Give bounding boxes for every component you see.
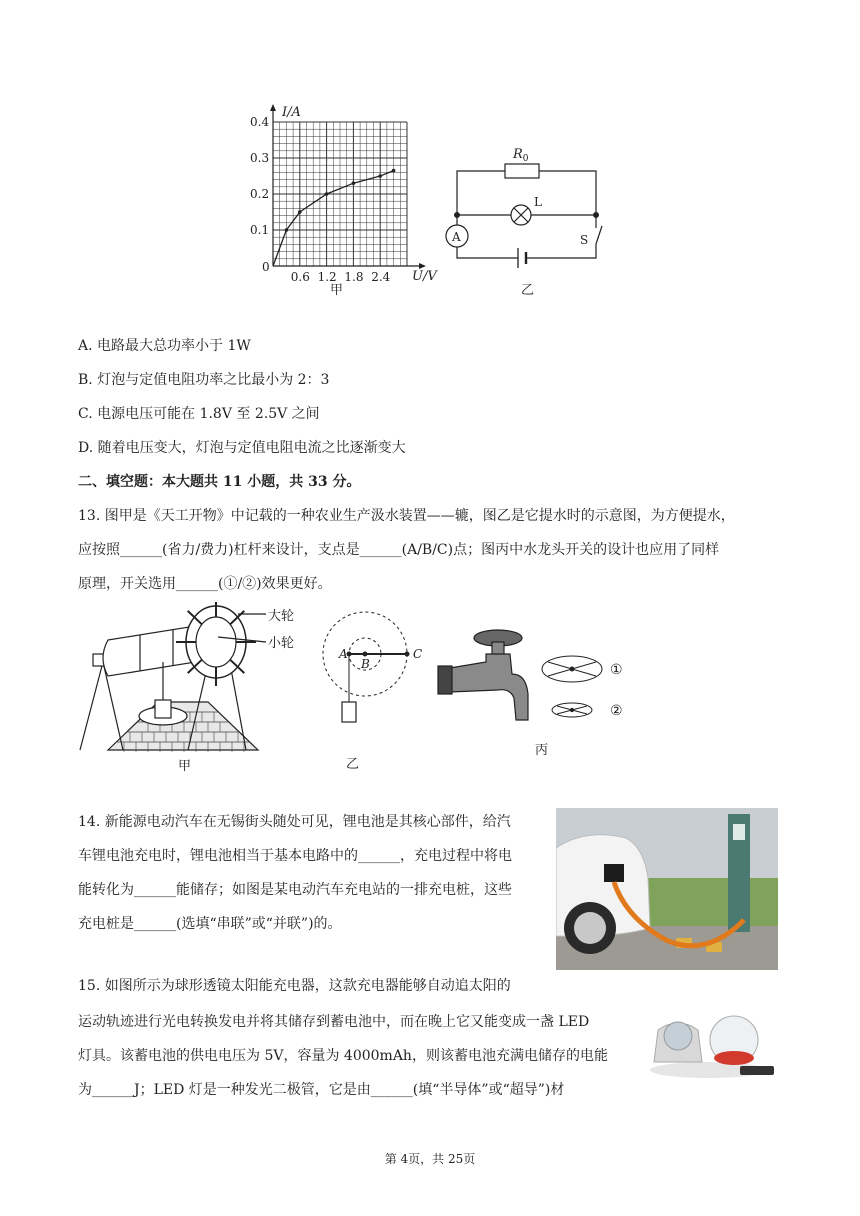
q15-line-3: 灯具。该蓄电池的供电电压为 5V，容量为 4000mAh，则该蓄电池充满电储存的电能 [78,1048,608,1064]
y-tick-label: 0.4 [250,115,270,129]
q15-line-1: 15. 如图所示为球形透镜太阳能充电器，这款充电器能够自动追太阳的 [78,978,511,994]
curve-point [285,228,289,232]
well-brick-base [108,702,258,750]
knob-1-center [570,667,574,671]
graph-y-label: I/A [282,105,301,120]
point-b-label: B [361,657,370,671]
caption-jia: 甲 [178,759,192,772]
photo-car-rim [574,912,606,944]
lamp-label: L [534,195,542,209]
resistor-r0 [505,164,539,178]
graph-origin-label: 0 [262,260,270,274]
curve-point [392,169,396,173]
y-tick-label: 0.1 [250,223,270,237]
solar-red-base [714,1051,754,1065]
x-tick-label: 0.6 [290,270,310,284]
x-tick-label: 1.8 [344,270,364,284]
faucet-drawing [438,630,528,720]
knob-2-center [570,708,573,711]
point-c-label: C [413,647,423,661]
ev-charging-photo [556,808,778,970]
solar-phone [740,1066,774,1075]
knob-options [542,656,602,717]
photo-charge-port [604,864,624,882]
junction-left [455,213,460,218]
knob-option-1-label: ① [610,662,623,678]
graph-grid [273,122,407,266]
section-heading: 二、填空题：本大题共 11 小题，共 33 分。 [78,474,361,490]
curve-point [378,174,382,178]
bucket-body [155,700,171,718]
y-tick-label: 0.3 [250,151,270,165]
figure-windlass [78,602,638,772]
circuit-caption: 乙 [521,283,535,298]
q12-option-c: C. 电源电压可能在 1.8V 至 2.5V 之间 [78,406,320,422]
q12-option-b: B. 灯泡与定值电阻功率之比最小为 2：3 [78,372,330,388]
q12-option-a: A. 电路最大总功率小于 1W [78,338,251,354]
junction-right [594,213,599,218]
schematic-bucket [342,702,356,722]
figure-graph-and-circuit [250,98,610,303]
circuit-top-wire [457,171,505,215]
graph-x-label: U/V [412,269,437,284]
circuit-bottom-wire-left [457,247,518,258]
q14-line-4: 充电桩是______(选填“串联”或“并联”)的。 [78,916,342,932]
switch-label: S [580,233,589,247]
faucet-body [450,654,528,720]
frame-leg-1 [80,662,103,750]
knob-option-2-label: ② [610,703,623,719]
x-tick-label: 2.4 [371,270,391,284]
switch-s-blade [596,226,602,244]
q15-line-2: 运动轨迹进行光电转换发电并将其储存到蓄电池中，而在晚上它又能变成一盏 LED [78,1014,590,1030]
page-footer: 第 4页，共 25页 [384,1152,476,1166]
curve-point [325,192,329,196]
big-wheel-label: 大轮 [268,609,295,624]
q13-line-2: 应按照______(省力/费力)杠杆来设计，支点是______(A/B/C)点；图丙中水龙头开关的设计也应用了同样 [78,542,720,558]
ammeter-label: A [452,230,461,244]
resistor-label: $R_0$ [513,147,529,164]
small-wheel-label: 小轮 [268,636,295,651]
q12-option-d: D. 随着电压变大，灯泡与定值电阻电流之比逐渐变大 [78,440,406,456]
curve-point [352,181,356,185]
q13-line-1: 13. 图甲是《天工开物》中记载的一种农业生产汲水装置——辘，图乙是它提水时的示意图，为方便提水， [78,508,735,524]
point-a-label: A [339,647,348,661]
caption-yi: 乙 [346,757,360,772]
graph-caption: 甲 [330,283,344,298]
faucet-pipe-end [438,666,452,694]
q14-line-1: 14. 新能源电动汽车在无锡街头随处可见，锂电池是其核心部件，给汽 [78,814,511,830]
circuit-top-wire-right [539,171,596,215]
photo-charger-screen [733,824,745,840]
point-b-dot [363,652,367,656]
q14-line-3: 能转化为______能储存；如图是某电动汽车充电站的一排充电桩，这些 [78,882,512,898]
graph-x-ticks [291,270,391,284]
q13-line-3: 原理，开关选用______(①/②)效果更好。 [78,576,332,592]
solar-lens-left [664,1022,692,1050]
x-tick-label: 1.2 [317,270,337,284]
graph-y-ticks [250,115,269,237]
point-c-dot [405,652,409,656]
q15-line-4: 为______J；LED 灯是一种发光二极管，它是由______(填“半导体”或“超导”)材 [78,1082,565,1098]
solar-charger-photo [648,1008,780,1084]
iu-graph [250,104,438,298]
y-tick-label: 0.2 [250,187,270,201]
curve-point [298,210,302,214]
circuit-diagram [446,164,602,268]
caption-bing: 丙 [535,743,549,758]
graph-y-arrow [270,104,276,111]
q14-line-2: 车锂电池充电时，锂电池相当于基本电路中的______，充电过程中将电 [78,848,512,864]
windlass-drawing [80,602,266,752]
